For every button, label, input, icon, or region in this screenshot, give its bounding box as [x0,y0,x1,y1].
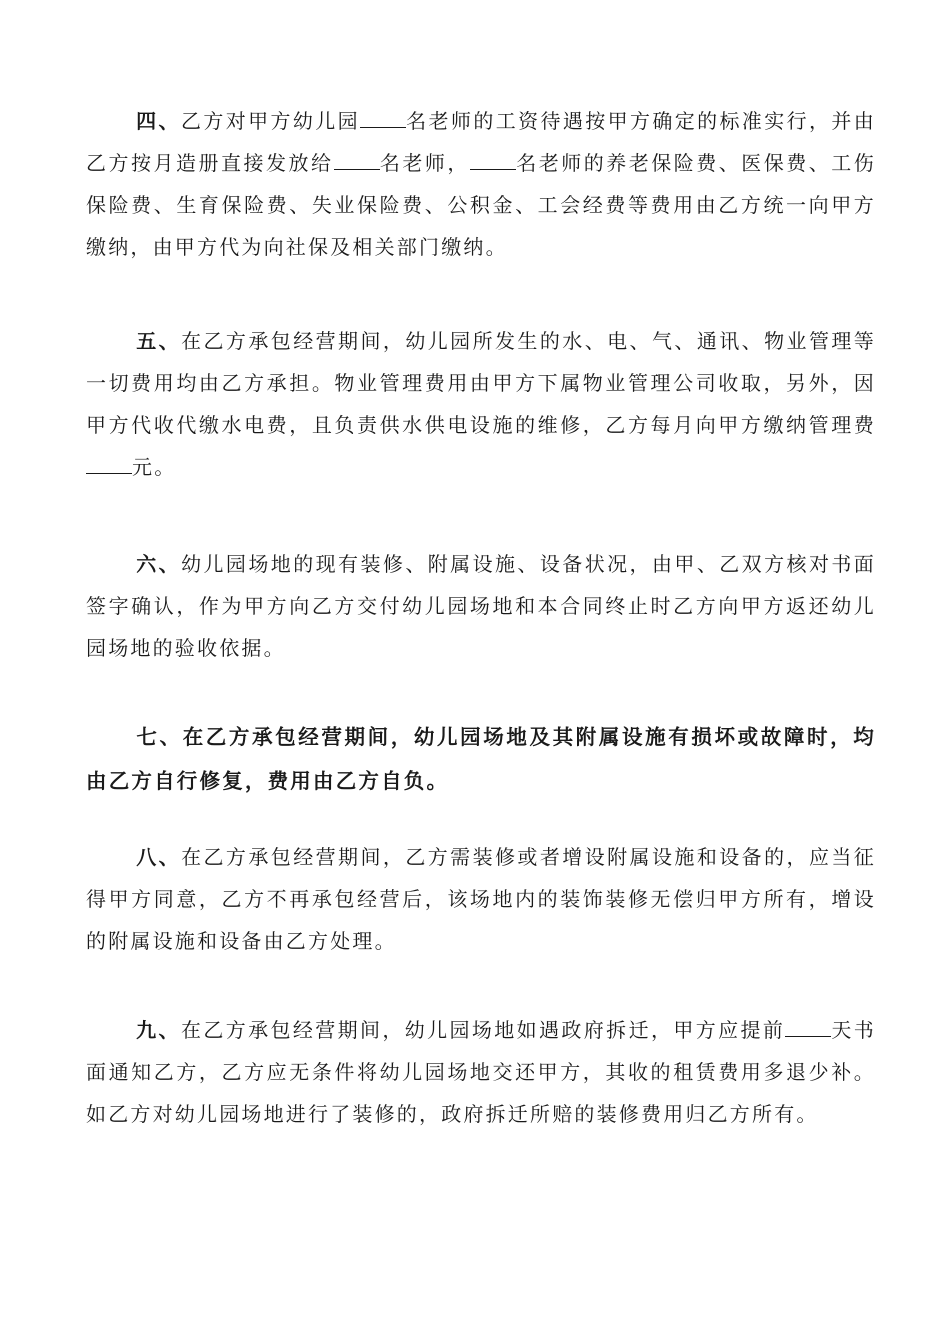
fill-blank [86,455,132,474]
clause-text: 在乙方承包经营期间，幼儿园场地如遇政府拆迁，甲方应提前 [180,1018,786,1042]
clause-5 [86,320,876,488]
clause-number: 六、 [136,552,182,576]
clause-number: 九、 [136,1018,181,1042]
fill-blank [334,151,380,170]
clause-text: 在乙方承包经营期间，幼儿园所发生的水、电、气、通讯、物业管理等一切费用均由乙方承担。物业管理费用由甲方下属物业管理公司收取，另外，因甲方代收代缴水电费，且负责供水供电设施的维修，乙方每月向甲方缴纳管理费 [86,329,876,437]
clause-text: 在乙方承包经营期间，幼儿园场地及其附属设施有损坏或故障时，均由乙方自行修复，费用由乙方自负。 [86,725,877,793]
fill-blank [785,1018,831,1037]
clause-text: 元。 [132,455,177,479]
clause-text: 乙方对甲方幼儿园 [180,109,360,133]
fill-blank [360,109,406,128]
clause-number: 四、 [136,109,181,133]
clause-text: 幼儿园场地的现有装修、附属设施、设备状况，由甲、乙双方核对书面签字确认，作为甲方向乙方交付幼儿园场地和本合同终止时乙方向甲方返还幼儿园场地的验收依据。 [86,552,876,660]
clause-number: 七、 [136,725,183,749]
clause-6 [86,543,876,669]
clause-7 [86,715,876,803]
fill-blank [470,151,516,170]
clause-8 [86,836,876,962]
clause-text: 名老师的工资待遇按甲方确定的标准实行，并由乙方按月造册直接发放给 [86,109,876,175]
clause-text: 天书面通知乙方，乙方应无条件将幼儿园场地交还甲方，其收的租赁费用多退少补。如乙方对幼儿园场地进行了装修的，政府拆迁所赔的装修费用归乙方所有。 [86,1018,876,1126]
clause-text: 名老师， [379,151,470,175]
clause-9 [86,1009,876,1135]
clause-number: 五、 [136,329,182,353]
clause-text: 名老师的养老保险费、医保费、工伤保险费、生育保险费、失业保险费、公积金、工会经费等费用由乙方统一向甲方缴纳，由甲方代为向社保及相关部门缴纳。 [86,151,876,259]
clause-text: 在乙方承包经营期间，乙方需装修或者增设附属设施和设备的，应当征得甲方同意，乙方不再承包经营后，该场地内的装饰装修无偿归甲方所有，增设的附属设施和设备由乙方处理。 [86,845,876,953]
clause-4 [86,100,876,268]
clause-number: 八、 [136,845,182,869]
